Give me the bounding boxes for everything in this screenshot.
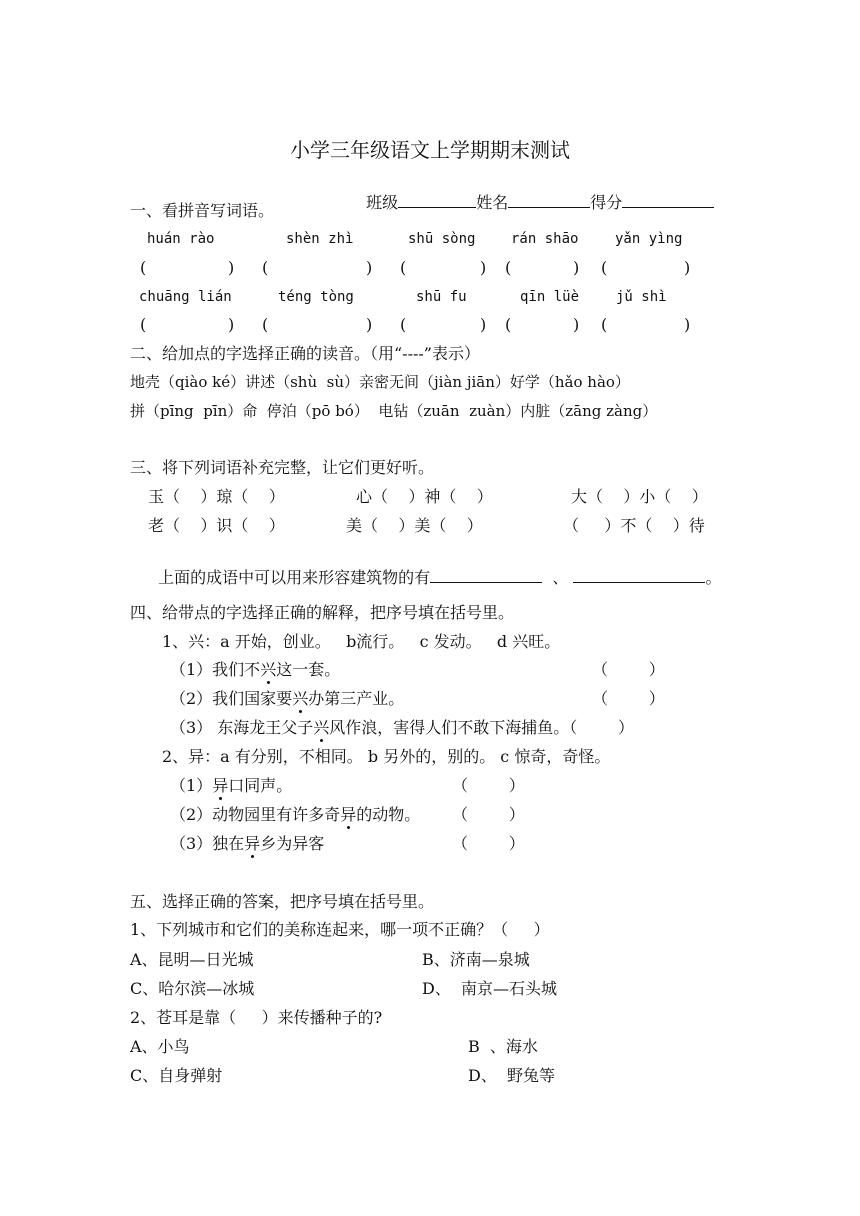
q2-item-1: （1）异口同声。 (170, 776, 293, 795)
paren-open: ( (505, 258, 512, 277)
dotted-char: 兴 (292, 689, 309, 708)
s5-q2-stem: 2、苍耳是靠（ ）来传播种子的? (130, 1008, 383, 1027)
pinyin-2-4: qīn lüè (520, 289, 580, 305)
line-3-end: 。 (705, 568, 722, 587)
pinyin-1-5: yǎn yìng (615, 231, 683, 247)
section-4-heading: 四、给带点的字选择正确的解释，把序号填在括号里。 (130, 603, 515, 622)
answer-blank[interactable]: （ ） (452, 776, 525, 795)
s5-q2-option-a[interactable]: A、小鸟 (130, 1037, 190, 1056)
pinyin-2-5: jǔ shì (616, 289, 667, 305)
s5-q1-option-c[interactable]: C、哈尔滨—冰城 (130, 979, 255, 998)
pinyin-2-2: téng tòng (278, 289, 354, 305)
dotted-char: 异 (340, 805, 357, 824)
student-info-line (356, 171, 714, 213)
paren-close: ) (573, 258, 580, 277)
section-5-heading: 五、选择正确的答案，把序号填在括号里。 (130, 892, 435, 911)
answer-blank[interactable]: （ ） (592, 689, 665, 708)
dotted-char: 兴 (313, 718, 330, 737)
section-2-line-1: 地壳（qiào ké）讲述（shù sù）亲密无间（jiàn jiān）好学（hǎo hào） (130, 373, 630, 391)
s5-q2-option-b[interactable]: B 、海水 (468, 1037, 538, 1056)
s5-q2-option-d[interactable]: D、 野兔等 (468, 1066, 556, 1085)
q2-stem: 2、异：a 有分别，不相同。 b 另外的，别的。 c 惊奇，奇怪。 (162, 747, 611, 766)
paren-close: ) (480, 315, 487, 334)
section-2-line-2: 拼（pīng pīn）命 停泊（pō bó） 电钻（zuān zuàn）内脏（zāng zàng） (130, 402, 658, 420)
paren-close: ) (684, 258, 691, 277)
pinyin-1-2: shèn zhì (286, 231, 354, 247)
q1-item-2: （2）我们国家要兴办第三产业。 (170, 689, 405, 708)
class-label: 班级 (366, 193, 399, 212)
paren-close: ) (480, 258, 487, 277)
paren-close: ) (366, 315, 373, 334)
name-field[interactable] (508, 191, 590, 208)
paren-close: ) (228, 315, 235, 334)
paren-open: ( (601, 315, 608, 334)
pinyin-1-4: rán shāo (511, 231, 579, 247)
q2-item-3: （3）独在异乡为异客 (170, 834, 325, 853)
score-label: 得分 (590, 193, 623, 212)
dotted-char: 异 (244, 834, 261, 853)
paren-open: ( (400, 315, 407, 334)
q1-item-1: （1）我们不兴这一套。 (170, 660, 341, 679)
section-2-heading: 二、给加点的字选择正确的读音。（用“----”表示） (130, 344, 480, 363)
line-3-prefix: 上面的成语中可以用来形容建筑物的有 (158, 568, 431, 587)
pinyin-2-3: shū fu (416, 289, 467, 305)
name-label: 姓名 (476, 193, 509, 212)
s5-q1-stem: 1、下列城市和它们的美称连起来，哪一项不正确？（ ） (130, 920, 550, 939)
idiom-1-1: 玉（ ）琼（ ） (148, 487, 285, 506)
paren-open: ( (262, 315, 269, 334)
idiom-2-1: 老（ ）识（ ） (148, 516, 285, 535)
paren-open: ( (400, 258, 407, 277)
pinyin-1-3: shū sòng (408, 231, 476, 247)
q1-item-3: （3） 东海龙王父子兴风作浪，害得人们不敢下海捕鱼。（ ） (170, 718, 634, 737)
paren-close: ) (228, 258, 235, 277)
pinyin-1-1: huán rào (147, 231, 215, 247)
line-3-separator: 、 (552, 568, 569, 587)
s5-q1-option-b[interactable]: B、济南—泉城 (422, 950, 530, 969)
answer-blank[interactable]: （ ） (452, 834, 525, 853)
dotted-char: 兴 (260, 660, 277, 679)
pinyin-2-1: chuāng lián (139, 289, 232, 305)
paren-close: ) (366, 258, 373, 277)
s5-q1-option-d[interactable]: D、 南京—石头城 (422, 979, 558, 998)
paren-open: ( (601, 258, 608, 277)
section-3-heading: 三、将下列词语补充完整，让它们更好听。 (130, 458, 435, 477)
idiom-1-2: 心（ ）神（ ） (356, 487, 493, 506)
section-3-line-3 (148, 546, 721, 588)
answer-blank[interactable]: （ ） (592, 660, 665, 679)
idiom-1-3: 大（ ）小（ ） (571, 487, 708, 506)
answer-blank-1[interactable] (430, 566, 542, 583)
dotted-char: 异 (212, 776, 229, 795)
paren-open: ( (140, 315, 147, 334)
page-title: 小学三年级语文上学期期末测试 (290, 138, 570, 162)
q2-item-2: （2）动物园里有许多奇异的动物。 (170, 805, 421, 824)
s5-q1-option-a[interactable]: A、昆明—日光城 (130, 950, 254, 969)
paren-open: ( (505, 315, 512, 334)
section-1-heading: 一、看拼音写词语。 (130, 201, 275, 220)
paren-close: ) (573, 315, 580, 334)
answer-blank-2[interactable] (573, 566, 705, 583)
s5-q2-option-c[interactable]: C、自身弹射 (130, 1066, 223, 1085)
answer-blank[interactable]: （ ） (452, 805, 525, 824)
score-field[interactable] (622, 191, 714, 208)
paren-open: ( (262, 258, 269, 277)
idiom-2-2: 美（ ）美（ ） (346, 516, 483, 535)
paren-open: ( (140, 258, 147, 277)
class-field[interactable] (398, 191, 476, 208)
q1-stem: 1、兴：a 开始，创业。 b流行。 c 发动。 d 兴旺。 (162, 632, 561, 651)
idiom-2-3: （ ）不（ ）待 (563, 516, 705, 535)
paren-close: ) (684, 315, 691, 334)
